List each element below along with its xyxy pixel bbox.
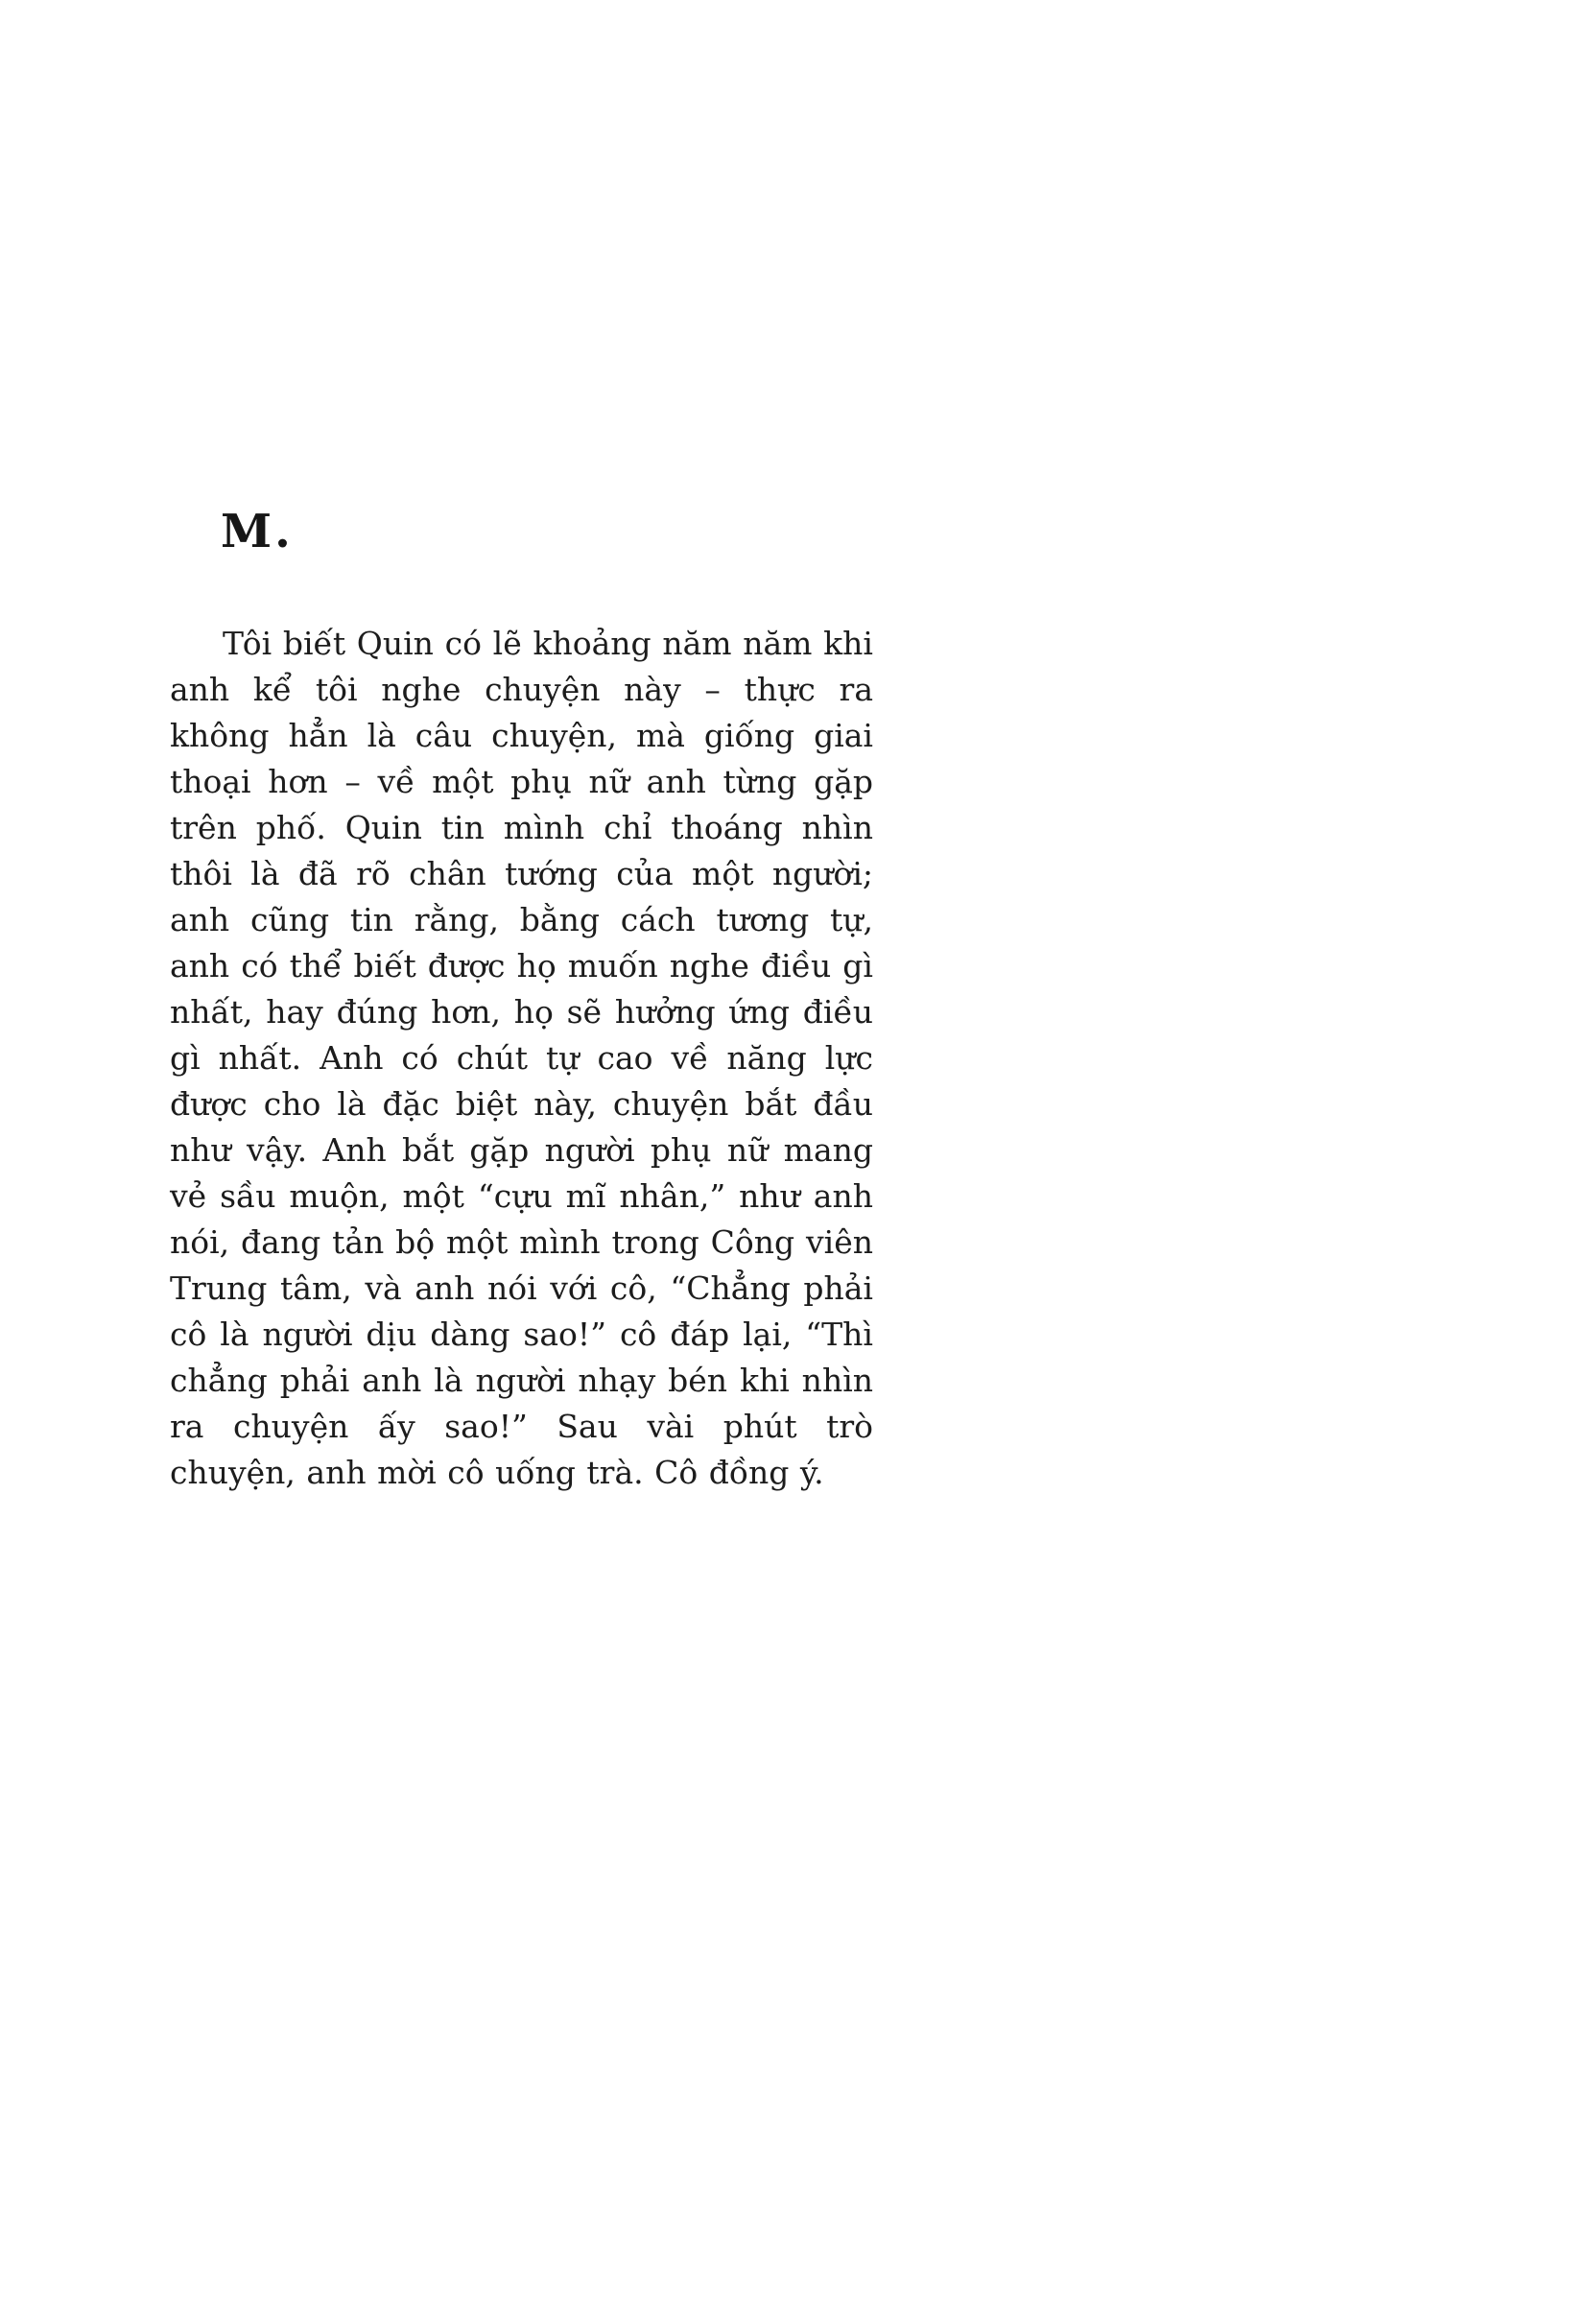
text-block: [170, 507, 873, 1496]
body-paragraph: Tôi biết Quin có lẽ khoảng năm năm khi anh kể tôi nghe chuyện này – thực ra không hẳn là câu chuyện, mà giống giai thoại hơn – về một phụ nữ anh từng gặp trên phố. Quin tin mình chỉ thoáng nhìn thôi là đã rõ chân tướng của một người; anh cũng tin rằng, bằng cách tương tự, anh có thể biết được họ muốn nghe điều gì nhất, hay đúng hơn, họ sẽ hưởng ứng điều gì nhất. Anh có chút tự cao về năng lực được cho là đặc biệt này, chuyện bắt đầu như vậy. Anh bắt gặp người phụ nữ mang vẻ sầu muộn, một “cựu mĩ nhân,” như anh nói, đang tản bộ một mình trong Công viên Trung tâm, và anh nói với cô, “Chẳng phải cô là người dịu dàng sao!” cô đáp lại, “Thì chẳng phải anh là người nhạy bén khi nhìn ra chuyện ấy sao!” Sau vài phút trò chuyện, anh mời cô uống trà. Cô đồng ý.: [170, 624, 873, 1491]
chapter-heading: M.: [221, 505, 294, 558]
